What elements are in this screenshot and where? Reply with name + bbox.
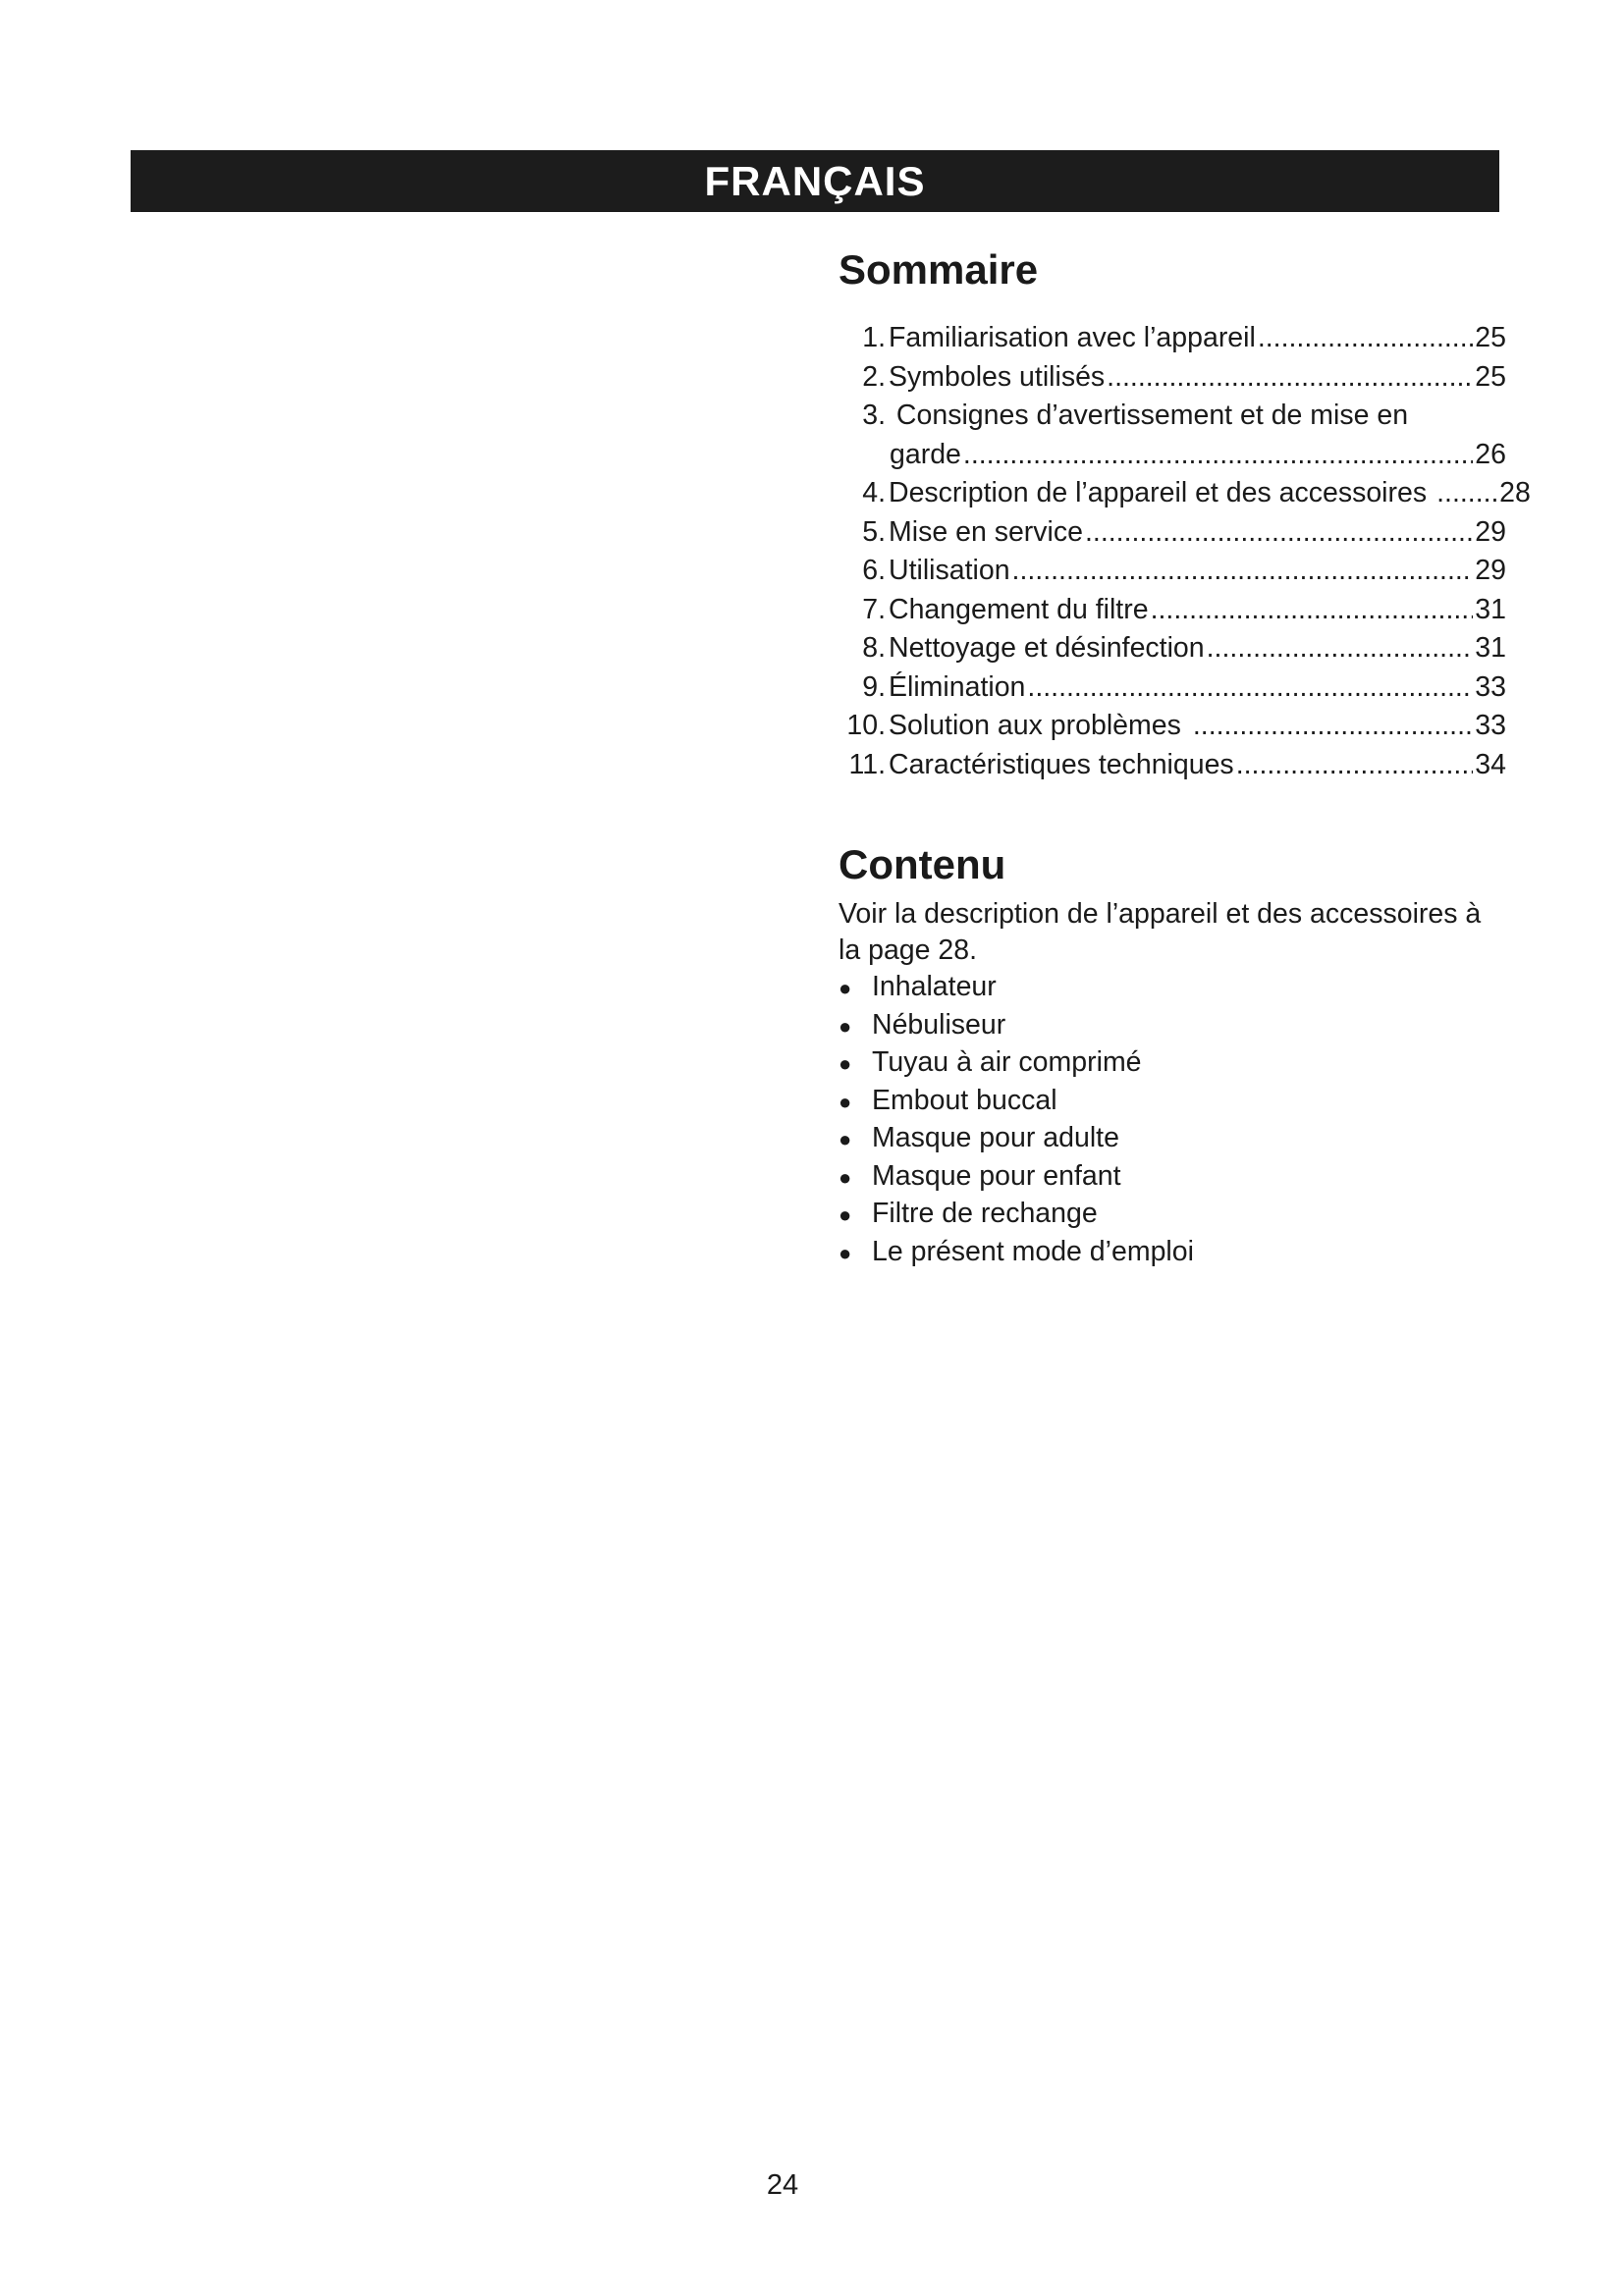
list-item-label: Masque pour enfant [872,1159,1121,1192]
toc-item-title: Solution aux problèmes [889,710,1181,741]
toc-item [839,358,1506,398]
toc-leader-dots [1193,707,1473,746]
toc-item-number: 7. [862,593,886,625]
list-item [839,969,1506,1007]
toc-item-number: 6. [862,555,886,586]
toc-leader-dots [1012,552,1474,591]
page-number: 24 [766,2169,799,2201]
toc-item-page: 34 [1475,748,1506,780]
toc-item-number: 9. [862,670,886,703]
toc-item-number: 4. [862,477,886,508]
toc-item-page: 29 [1475,515,1506,548]
list-item [839,1196,1506,1234]
toc-item-number: 11. [848,748,886,780]
toc-item-title: Caractéristiques techniques [889,748,1234,780]
toc-leader-dots [963,436,1473,475]
toc-item-number: 1. [862,322,886,353]
toc-leader-dots [1107,358,1473,398]
bullet-icon: ● [839,1013,852,1039]
toc-item-number: 3. [862,400,886,431]
toc-leader-dots [1151,591,1474,630]
list-item [839,1083,1506,1121]
toc-item-title: Nettoyage et désinfection [889,632,1205,664]
bullet-icon: ● [839,1240,852,1265]
toc-item-page: 31 [1475,593,1506,625]
list-item [839,1007,1506,1045]
toc-leader-dots [1207,629,1474,668]
list-item-label: Tuyau à air comprimé [872,1046,1142,1078]
list-item-label: Masque pour adulte [872,1122,1119,1153]
toc-item-page: 31 [1475,632,1506,664]
list-item [839,1120,1506,1158]
list-item [839,1234,1506,1272]
contenu-title: Contenu [839,841,1006,887]
list-item-label: Embout buccal [872,1084,1057,1116]
toc-item-page: 26 [1475,438,1506,470]
toc-item [839,319,1506,358]
contents-list [839,969,1506,1271]
toc-item-page: 29 [1475,555,1506,586]
bullet-icon: ● [839,1089,852,1114]
list-item-label: Inhalateur [872,971,997,1002]
language-label: FRANÇAIS [704,157,926,204]
toc-item [839,629,1506,668]
list-item [839,1044,1506,1083]
toc-item-page: 33 [1475,710,1506,741]
toc-leader-dots [1436,474,1497,513]
toc-item-number: 2. [862,360,886,393]
toc-item [839,707,1506,746]
toc-item-page: 25 [1475,360,1506,393]
toc-item-title: Familiarisation avec l’appareil [889,322,1256,353]
bullet-icon: ● [839,1202,852,1227]
toc-item-title: Changement du filtre [889,593,1149,625]
bullet-icon: ● [839,976,852,1000]
bullet-icon: ● [839,1051,852,1076]
toc-item [839,591,1506,630]
toc-item [839,513,1506,553]
toc-item-title: Utilisation [889,555,1010,586]
language-header-bar [131,150,1499,212]
toc-leader-dots [1085,513,1473,553]
list-item-label: Nébuliseur [872,1008,1006,1041]
bullet-icon: ● [839,1164,852,1190]
toc-item-title: Consignes d’avertissement et de mise en [889,400,1409,431]
toc-leader-dots [1027,668,1473,708]
sommaire-title: Sommaire [839,246,1039,293]
toc-item-number: 8. [862,632,886,664]
content-column [839,240,1531,1271]
toc-item-page: 25 [1475,322,1506,353]
toc-item-number: 10. [846,710,886,741]
toc-leader-dots [1236,746,1474,785]
toc-item-number: 5. [862,515,886,548]
toc-item-title: Mise en service [889,515,1083,548]
toc-leader-dots [1258,319,1473,358]
list-item-label: Le présent mode d’emploi [872,1235,1194,1267]
toc-item [839,552,1506,591]
toc-item-title: Symboles utilisés [889,360,1106,393]
table-of-contents [839,319,1531,784]
toc-item-title: Élimination [889,670,1026,703]
list-item [839,1158,1506,1197]
toc-item-title-continued: garde [890,438,961,470]
toc-item [839,397,1506,474]
toc-item-page: 33 [1475,670,1506,703]
toc-item [839,668,1506,708]
toc-item-page: 28 [1499,477,1531,508]
toc-item [839,474,1531,513]
list-item-label: Filtre de rechange [872,1198,1098,1229]
toc-item-title: Description de l’appareil et des accessoires [889,477,1428,508]
bullet-icon: ● [839,1127,852,1151]
toc-item [839,746,1506,785]
contenu-intro: Voir la description de l’appareil et des accessoires à la page 28. [839,898,1482,966]
